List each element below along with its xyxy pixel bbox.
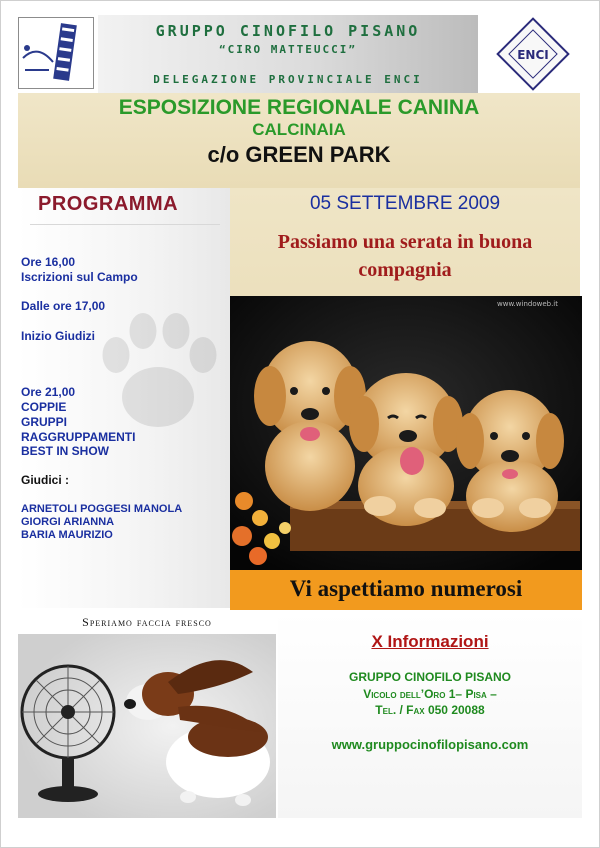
paw-print-icon xyxy=(83,298,233,448)
program-item: Iscrizioni sul Campo xyxy=(21,270,138,284)
judge-name: ARNETOLI POGGESI MANOLA xyxy=(21,503,183,515)
event-date: 05 SETTEMBRE 2009 xyxy=(309,193,501,214)
info-phone: Tel. / Fax 050 20088 xyxy=(375,703,485,717)
enci-logo-text: ENCI xyxy=(517,48,549,62)
welcome-banner-text: Vi aspettiamo numerosi xyxy=(289,576,523,601)
judge-name: GIORGI ARIANNA xyxy=(21,516,115,528)
program-column xyxy=(18,188,230,608)
puppies-photo xyxy=(230,296,582,570)
enci-logo xyxy=(486,15,580,93)
program-title: PROGRAMMA xyxy=(38,193,179,215)
delegation-name: DELEGAZIONE PROVINCIALE ENCI xyxy=(153,73,423,86)
judge-name: BARIA MAURIZIO xyxy=(21,529,113,541)
program-divider xyxy=(30,224,220,225)
program-item: BEST IN SHOW xyxy=(21,444,110,458)
date-panel xyxy=(230,188,580,296)
tagline-line-1: Passiamo una serata in buona xyxy=(277,231,533,253)
tagline xyxy=(250,228,560,284)
info-address: Vicolo dell’Oro 1– Pisa – xyxy=(363,687,497,701)
program-item: RAGGRUPPAMENTI xyxy=(21,430,136,444)
info-organization: GRUPPO CINOFILO PISANO xyxy=(348,670,511,684)
photo-watermark: www.windoweb.it xyxy=(497,300,558,308)
fan-dog-image xyxy=(18,612,276,818)
title-band xyxy=(18,93,580,188)
program-item: COPPIE xyxy=(21,400,67,414)
organization-name: GRUPPO CINOFILO PISANO xyxy=(155,22,421,40)
program-item: Dalle ore 17,00 xyxy=(21,299,106,313)
event-city: CALCINAIA xyxy=(252,120,346,139)
judges-label: Giudici : xyxy=(21,473,69,487)
header-title-panel xyxy=(98,15,478,93)
event-title: ESPOSIZIONE REGIONALE CANINA xyxy=(118,96,480,119)
welcome-banner xyxy=(230,570,582,610)
info-title: X Informazioni xyxy=(371,632,489,651)
leaning-tower-logo xyxy=(18,17,94,89)
event-venue: c/o GREEN PARK xyxy=(207,142,391,167)
organization-subtitle: “CIRO MATTEUCCI” xyxy=(219,43,357,56)
header xyxy=(18,15,580,93)
tagline-line-2: compagnia xyxy=(358,259,452,281)
program-item: Ore 16,00 xyxy=(21,255,76,269)
info-panel xyxy=(278,612,582,818)
program-item: Inizio Giudizi xyxy=(21,329,95,343)
program-item: Ore 21,00 xyxy=(21,385,76,399)
info-website-link[interactable]: www.gruppocinofilopisano.com xyxy=(331,737,529,752)
fan-caption: Speriamo faccia fresco xyxy=(82,615,212,629)
program-item: GRUPPI xyxy=(21,415,68,429)
